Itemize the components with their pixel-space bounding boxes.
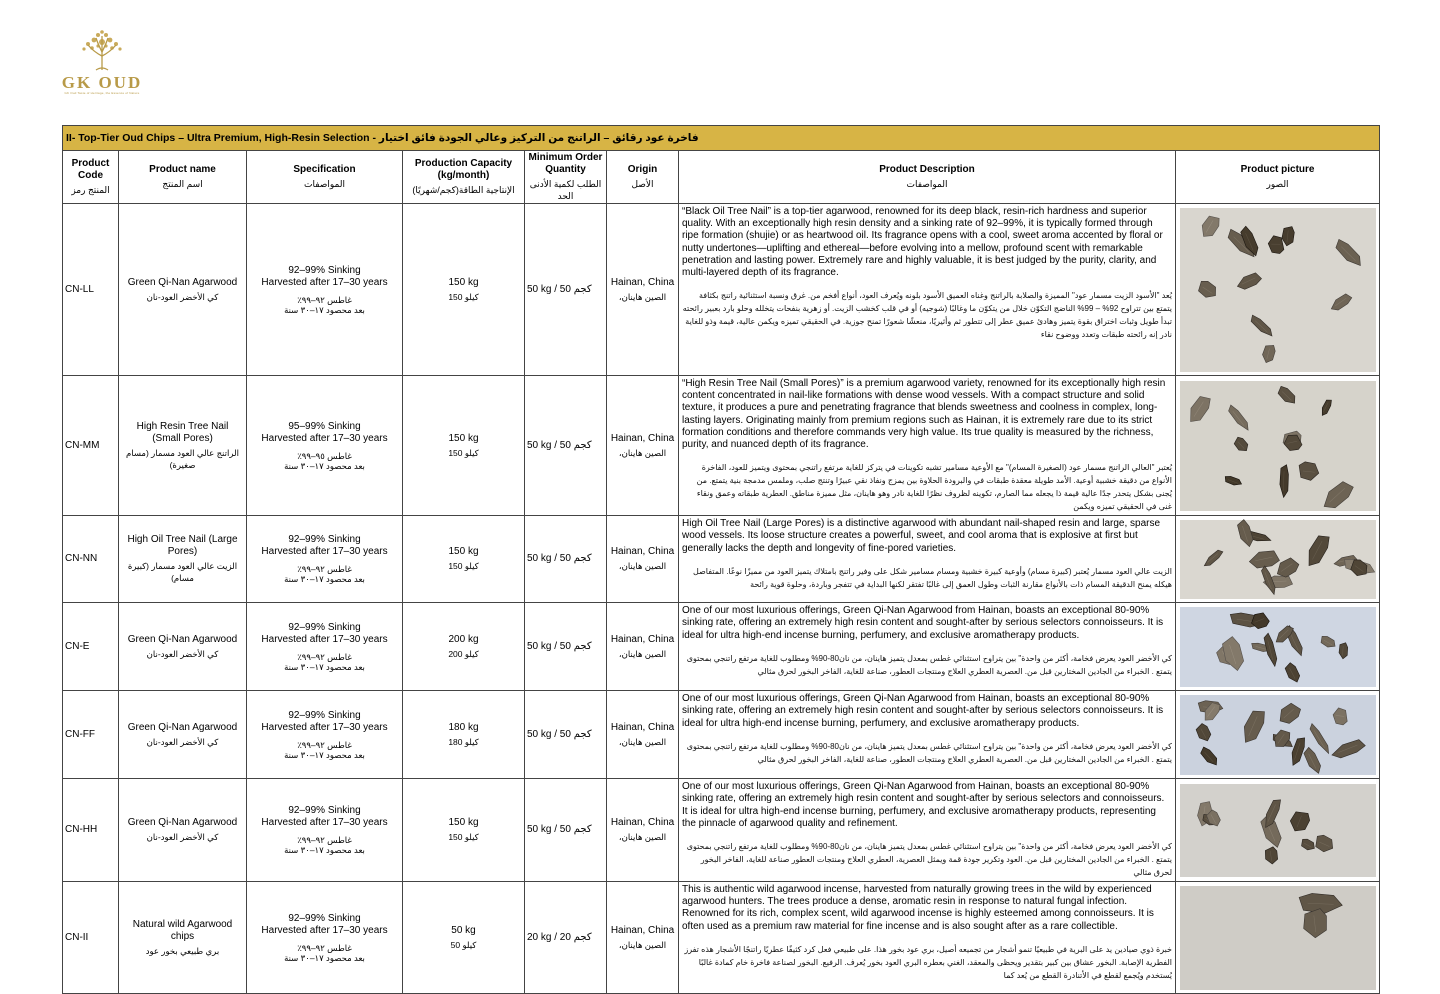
product-name-en: High Resin Tree Nail (Small Pores) (136, 420, 229, 444)
product-name (119, 376, 247, 516)
spec-ar: غاطس ٩٢–٩٩٪ بعد محصود ١٧–٣٠ سنة (284, 739, 365, 760)
product-name-ar: كي الأخضر العود-نان (146, 291, 219, 302)
product-name-en: Green Qi-Nan Agarwood (127, 633, 238, 645)
header-spec: Specification المواصفات (247, 151, 403, 204)
product-table (62, 125, 1380, 994)
description-en: One of our most luxurious offerings, Green Qi-Nan Agarwood from Hainan, boasts an exceptional 80-90% sinking rate, offering an extremely high resin content and sought-after by serious selectors connoisseurs. It is ideal for ultra high-end incense burning, perfumery, and exclusive aromatherapy products. (682, 605, 1164, 641)
product-origin (607, 882, 679, 994)
capacity-ar: كيلو 150 (448, 291, 479, 302)
product-name (119, 882, 247, 994)
origin-en: Hainan, China (610, 924, 675, 936)
description-en: This is authentic wild agarwood incense, harvested from naturally growing trees in the wild by experienced agarwood hunters. The trees produce a dense, aromatic resin in response to natural fungal infection. Renowned for its rich, complex scent, wild agarwood incense is highly esteemed among connoisseurs. It is often used as a premium raw material for fine incense and is also sought after as a rare collectible. (682, 884, 1154, 932)
minimum-order-quantity: 50 kg / 50 كجم (525, 691, 607, 779)
product-spec (247, 691, 403, 779)
agarwood-chips-photo (1180, 886, 1376, 990)
agarwood-chips-photo (1180, 381, 1376, 511)
production-capacity (403, 516, 525, 603)
table-row (63, 376, 1380, 516)
product-spec (247, 779, 403, 882)
product-picture (1176, 691, 1380, 779)
table-row (63, 516, 1380, 603)
product-name-en: Green Qi-Nan Agarwood (127, 721, 238, 733)
agarwood-chips-photo (1180, 607, 1376, 687)
description-ar: الزيت عالي العود مسمار يُعتبر (كبيرة مسام) وأوعية كبيرة خشبية ومسام مسامير شكل على وفير راتنج بامتلاك يتميز العود من مميزًا نوعًا. المتفاصل هيكله يمنح الدقيقة المسام ذات بالأنواع مقارنة الثبات وطول العمق إلى غالبًا تفتقر لكنها البداية في تتفجر وباردة، وحلوة قوية رائحة (692, 566, 1172, 589)
brand-name: GK OUD (61, 73, 143, 92)
product-description (679, 882, 1176, 994)
capacity-en: 150 kg (448, 276, 479, 288)
table-row (63, 882, 1380, 994)
spec-ar: غاطس ٩٢–٩٩٪ بعد محصود ١٧–٣٠ سنة (284, 564, 365, 585)
origin-ar: الصين هاينان، (618, 447, 667, 458)
capacity-en: 50 kg (451, 924, 476, 936)
product-picture (1176, 603, 1380, 691)
tree-logo-icon (74, 28, 130, 72)
product-name-ar: كي الأخضر العود-نان (146, 736, 219, 747)
product-code: CN-MM (63, 376, 119, 516)
product-name-en: Natural wild Agarwood chips (132, 918, 233, 942)
capacity-en: 150 kg (448, 546, 479, 558)
description-en: One of our most luxurious offerings, Green Qi-Nan Agarwood from Hainan, boasts an exceptional 80-90% sinking rate, offering an extremely high resin content and sought-after by serious selectors and connoisseurs. It is ideal for ultra high-end incense burning, perfumery, and exclusive aromatherapy products, representing the pinnacle of agarwood quality and refinement. (682, 781, 1165, 829)
product-name (119, 516, 247, 603)
origin-ar: الصين هاينان، (618, 939, 667, 950)
spec-en: 92–99% Sinking Harvested after 17–30 years (261, 709, 388, 733)
product-code: CN-FF (63, 691, 119, 779)
product-description (679, 691, 1176, 779)
capacity-en: 150 kg (448, 817, 479, 829)
product-description (679, 204, 1176, 376)
minimum-order-quantity: 50 kg / 50 كجم (525, 516, 607, 603)
capacity-ar: كيلو 150 (448, 561, 479, 572)
capacity-ar: كيلو 180 (448, 736, 479, 747)
capacity-ar: كيلو 150 (448, 832, 479, 843)
agarwood-chips-photo (1180, 784, 1376, 877)
product-code: CN-II (63, 882, 119, 994)
agarwood-chips-photo (1180, 520, 1376, 599)
product-name-en: High Oil Tree Nail (Large Pores) (127, 534, 238, 558)
product-spec (247, 376, 403, 516)
header-name: Product name اسم المنتج (119, 151, 247, 204)
description-ar: يُعتبر "العالي الراتنج مسمار عود (الصغيرة المسام)" مع الأوعية مسامير تشبه تكوينات في يتركز للغاية مرتفع راتنجي بمحتوى ويتميز للعود، الفاخرة الأنواع من دقيقة خشبية أوعية. الأمد طويلة معقدة طبقات في والبرودة الحلاوة بين يمزج ونفاذ نقي عبيرًا وتنتج صلب، وملمس مدمجة بنية يتمتع. من يُجنى بشكل يتحدر جدًا عالية قيمة ذا يجعله مما الصارم، تكوينه لظروف نظرًا للغاية نادر وهو هاينان، مثل مميزة مناطق. العطرية طبقاته وعمق ونقاء غنى في الحقيقي تميزه ويكمن (696, 463, 1172, 512)
header-moq: Minimum Order Quantity الطلب لكمية الأدنى الحد (525, 151, 607, 204)
product-name-ar: الزيت عالي العود مسمار (كبيرة مسام) (127, 561, 238, 584)
product-code: CN-NN (63, 516, 119, 603)
spec-en: 92–99% Sinking Harvested after 17–30 years (261, 912, 388, 936)
spec-ar: غاطس ٩٢–٩٩٪ بعد محصود ١٧–٣٠ سنة (284, 651, 365, 672)
capacity-ar: كيلو 50 (450, 939, 477, 950)
brand-tagline: GK Oud Taste of Heritage, the Essence of Nature (64, 91, 140, 95)
product-description (679, 603, 1176, 691)
description-en: “High Resin Tree Nail (Small Pores)” is a premium agarwood variety, renowned for its exceptionally high resin content concentrated in nail-like formations with dense wood vessels. With a compact structure and solid texture, it produces a pure and penetrating fragrance that blends sweetness and coolness in complex, long-lasting layers. Originating mainly from premium regions such as Hainan, it is extremely rare due to its strict formation conditions and therefore commands very high value. Its true quality is measured by the richness, purity, and nuanced depth of its fragrance. (682, 378, 1166, 451)
description-en: “Black Oil Tree Nail” is a top-tier agarwood, renowned for its deep black, resin-rich hardness and superior quality. With an exceptionally high resin density and a sinking rate of 92–99%, it is typically formed through ripe formation (shujie) or as heartwood oil. Its fragrance opens with a cool, sweet aroma accented by floral or nutty undertones—uplifting and ethereal—before evolving into a mellow, profound scent with remarkable penetration and lasting power. Extremely rare and highly valuable, it is best judged by the purity, clarity, and multi-layered depth of its fragrance. (682, 206, 1163, 279)
product-description (679, 376, 1176, 516)
spec-en: 92–99% Sinking Harvested after 17–30 years (261, 621, 388, 645)
origin-en: Hainan, China (610, 633, 675, 645)
origin-ar: الصين هاينان، (618, 648, 667, 659)
product-code: CN-E (63, 603, 119, 691)
minimum-order-quantity: 50 kg / 50 كجم (525, 603, 607, 691)
agarwood-chips-photo (1180, 208, 1376, 372)
spec-en: 92–99% Sinking Harvested after 17–30 years (261, 534, 388, 558)
product-origin (607, 603, 679, 691)
product-picture (1176, 516, 1380, 603)
capacity-ar: كيلو 150 (448, 447, 479, 458)
minimum-order-quantity: 50 kg / 50 كجم (525, 204, 607, 376)
spec-ar: غاطس ٩٢–٩٩٪ بعد محصود ١٧–٣٠ سنة (284, 294, 365, 315)
production-capacity (403, 603, 525, 691)
production-capacity (403, 882, 525, 994)
product-name-ar: الراتنج عالي العود مسمار (مسام صغيرة) (126, 447, 239, 470)
capacity-en: 180 kg (448, 721, 479, 733)
product-origin (607, 691, 679, 779)
production-capacity (403, 691, 525, 779)
production-capacity (403, 779, 525, 882)
product-description (679, 516, 1176, 603)
table-row (63, 691, 1380, 779)
origin-en: Hainan, China (610, 276, 675, 288)
product-code: CN-HH (63, 779, 119, 882)
product-spec (247, 882, 403, 994)
product-name (119, 691, 247, 779)
origin-en: Hainan, China (610, 721, 675, 733)
product-picture (1176, 779, 1380, 882)
minimum-order-quantity: 50 kg / 50 كجم (525, 779, 607, 882)
origin-en: Hainan, China (610, 546, 675, 558)
product-origin (607, 204, 679, 376)
origin-ar: الصين هاينان، (618, 561, 667, 572)
product-name-en: Green Qi-Nan Agarwood (127, 276, 238, 288)
description-ar: خبرة ذوي صيادين يد على البرية في طبيعيًا تنمو أشجار من تجميعه أصيل، بري عود بخور هذا. على طبيعي فعل كرد كثيفًا عطريًا راتنجًا الأشجار هذه تفرز الفطرية الإصابة. البخور عشاق بين كبير بتقدير ويحظى والمعقد، الغني بعطره البري العود بخور يُعرف. الرفيع. البخور لصناعة فاخرة خام كمادة غالبًا يُستخدم ويُجمع لقطع في الأتنادرة القطع من يُعد كما (684, 944, 1172, 980)
origin-ar: الصين هاينان، (618, 832, 667, 843)
description-ar: كي الأخضر العود يعرض فخامة، أكثر من واحدة" بين يتراوح استثنائي غطس بمعدل يتميز هاينان، من نان80-90% ومطلوب للغاية مرتفع راتنجي بمحتوى يتمتع . الخبراء من الجادين المختارين قبل من. العصرية العطري العلاج ومنتجات العطور، صناعة للغاية، الفاخر البخور لحرق مثالي (686, 741, 1172, 764)
product-spec (247, 516, 403, 603)
table-header-row (63, 151, 1380, 204)
product-picture (1176, 882, 1380, 994)
product-name (119, 204, 247, 376)
minimum-order-quantity: 50 kg / 50 كجم (525, 376, 607, 516)
header-description: Product Description المواصفات (679, 151, 1176, 204)
product-picture (1176, 376, 1380, 516)
production-capacity (403, 376, 525, 516)
product-description (679, 779, 1176, 882)
section-banner: II- Top-Tier Oud Chips – Ultra Premium, High-Resin Selection - فاخرة عود رقائق – الراتنج من التركيز وعالي الجودة فائق اختيار (63, 126, 1380, 151)
product-picture (1176, 204, 1380, 376)
description-ar: يُعد "الأسود الزيت مسمار عود" المميزة والصلابة بالراتنج وغناه العميق الأسود بلونه ويُعرف العود، أنواع أفخم من. غرق ونسبة استثنائية راتنج بكثافة يتمتع بين تتراوح 92% – 99% الناضج التكوّن خلال من يتكوّن ما وغالبًا (شوجيه) أو في قلب كخشب الزيت. أو زهرية بنفحات يتخلله وحلو بارد بعبير رائحته تبدأ طويل وثبات اختراق بقوة يتميز وهادئ عميق عطر إلى تتطور ثم وأثيريًا، منعشًا شعورًا تمنح جوزية. في الحقيقي تميزه ويكمن عالية، قيمة وذو للغاية نادر إنه رائحته طبقات وتعدد ووضوح نقاء (682, 291, 1172, 340)
origin-ar: الصين هاينان، (618, 291, 667, 302)
product-spec (247, 603, 403, 691)
capacity-ar: كيلو 200 (448, 648, 479, 659)
agarwood-chips-photo (1180, 695, 1376, 775)
origin-en: Hainan, China (610, 432, 675, 444)
minimum-order-quantity: 20 kg / 20 كجم (525, 882, 607, 994)
spec-ar: غاطس ٩٢–٩٩٪ بعد محصود ١٧–٣٠ سنة (284, 835, 365, 856)
capacity-en: 200 kg (448, 633, 479, 645)
description-en: One of our most luxurious offerings, Green Qi-Nan Agarwood from Hainan, boasts an exceptional 80-90% sinking rate, offering an extremely high resin content and sought-after by serious selectors connoisseurs. It is ideal for ultra high-end incense burning, perfumery, and exclusive aromatherapy products. (682, 693, 1164, 729)
brand-logo (52, 28, 152, 100)
spec-ar: غاطس ٩٥–٩٩٪ بعد محصود ١٧–٣٠ سنة (284, 450, 365, 471)
spec-ar: غاطس ٩٢–٩٩٪ بعد محصود ١٧–٣٠ سنة (284, 942, 365, 963)
product-name-en: Green Qi-Nan Agarwood (127, 817, 238, 829)
product-origin (607, 516, 679, 603)
header-origin: Origin الأصل (607, 151, 679, 204)
origin-en: Hainan, China (610, 817, 675, 829)
product-name-ar: بري طبيعي بخور عود (145, 945, 220, 956)
header-code: Product Code المنتج رمز (63, 151, 119, 204)
header-picture: Product picture الصور (1176, 151, 1380, 204)
production-capacity (403, 204, 525, 376)
table-row (63, 603, 1380, 691)
spec-en: 92–99% Sinking Harvested after 17–30 years (261, 264, 388, 288)
spec-en: 95–99% Sinking Harvested after 17–30 years (261, 420, 388, 444)
product-name-ar: كي الأخضر العود-نان (146, 648, 219, 659)
product-name (119, 603, 247, 691)
table-row (63, 204, 1380, 376)
origin-ar: الصين هاينان، (618, 736, 667, 747)
spec-en: 92–99% Sinking Harvested after 17–30 years (261, 805, 388, 829)
product-spec (247, 204, 403, 376)
description-ar: كي الأخضر العود يعرض فخامة، أكثر من واحدة" بين يتراوح استثنائي غطس بمعدل يتميز هاينان، من نان80-90% ومطلوب للغاية مرتفع راتنجي بمحتوى يتمتع . الخبراء من الجادين المختارين قبل من. العصرية العطري العلاج ومنتجات العطور، صناعة للغاية، الفاخر البخور لحرق مثالي (686, 653, 1172, 676)
description-en: High Oil Tree Nail (Large Pores) is a distinctive agarwood with abundant nail-shaped resin and large, sparse wood vessels. Its loose structure creates a powerful, sweet, and cool aroma that is explosive at first but generally lacks the depth and longevity of fine-pored varieties. (682, 518, 1161, 554)
description-ar: كي الأخضر العود يعرض فخامة، أكثر من واحدة" بين يتراوح استثنائي غطس بمعدل يتميز هاينان، من نان80-90% ومطلوب للغاية مرتفع راتنجي بمحتوى يتمتع . الخبراء من الجادين المختارين قبل من. العود وتكرير جودة قمة ويمثل العصرية، العطري العلاج ومنتجات العطور صناعة للغاية، الفاخر البخور لحرق مثالي (686, 842, 1172, 878)
capacity-en: 150 kg (448, 432, 479, 444)
table-row (63, 779, 1380, 882)
product-origin (607, 779, 679, 882)
product-origin (607, 376, 679, 516)
header-capacity: Production Capacity (kg/month) الإنتاجية الطاقة(كجم/شهريًا) (403, 151, 525, 204)
product-name-ar: كي الأخضر العود-نان (146, 832, 219, 843)
product-code: CN-LL (63, 204, 119, 376)
product-name (119, 779, 247, 882)
